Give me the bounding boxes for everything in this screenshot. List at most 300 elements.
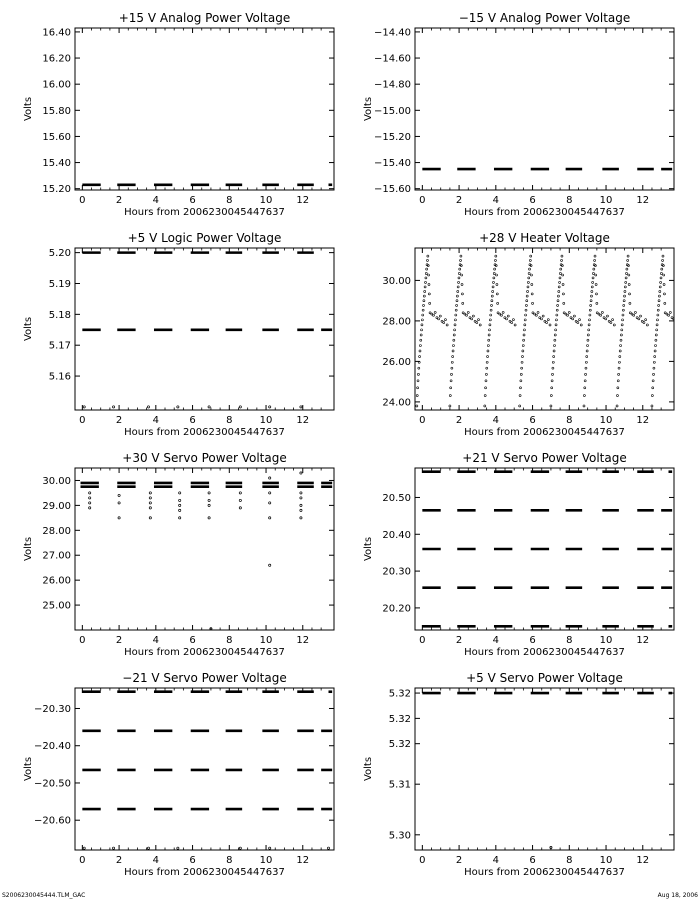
data-point <box>592 272 594 274</box>
data-point <box>526 295 528 297</box>
x-axis-label: Hours from 2006230045447637 <box>464 867 625 878</box>
y-tick-label: −20.30 <box>33 703 71 715</box>
data-point <box>239 406 241 408</box>
data-point <box>621 329 623 331</box>
data-point <box>179 492 181 494</box>
data-point <box>450 373 452 375</box>
data-point <box>478 319 480 321</box>
data-point <box>624 295 626 297</box>
data-point <box>446 324 448 326</box>
data-point <box>593 268 595 270</box>
data-point <box>427 265 429 267</box>
y-tick-label: −15.00 <box>373 105 411 117</box>
data-point <box>625 281 627 283</box>
y-tick-label: 16.20 <box>42 53 71 65</box>
x-tick-label: 10 <box>259 195 273 206</box>
data-point <box>546 322 548 324</box>
data-point <box>577 322 579 324</box>
data-point <box>657 309 659 311</box>
data-point <box>531 283 533 285</box>
data-point <box>486 361 488 363</box>
x-tick-label: 12 <box>636 195 650 206</box>
data-point <box>586 356 588 358</box>
data-point <box>530 255 532 257</box>
data-point <box>681 324 683 326</box>
y-tick-label: 15.20 <box>42 184 71 196</box>
y-tick-label: 5.20 <box>48 248 71 260</box>
data-point <box>118 494 120 496</box>
chart-panel-1 <box>23 11 334 218</box>
data-point <box>621 324 623 326</box>
data-point <box>659 290 661 292</box>
data-point <box>653 367 655 369</box>
data-point <box>616 405 618 407</box>
data-point <box>550 405 552 407</box>
data-point <box>623 300 625 302</box>
data-point <box>658 304 660 306</box>
data-point <box>618 361 620 363</box>
data-point <box>522 345 524 347</box>
data-point <box>622 319 624 321</box>
x-tick-label: 0 <box>419 415 426 426</box>
data-point <box>560 268 562 270</box>
data-point <box>149 497 151 499</box>
data-point <box>559 281 561 283</box>
data-point <box>494 268 496 270</box>
data-point <box>628 274 630 276</box>
data-point <box>511 322 513 324</box>
data-point <box>434 311 436 313</box>
data-point <box>460 259 462 261</box>
y-tick-label: 5.17 <box>48 340 71 352</box>
data-point <box>557 300 559 302</box>
data-point <box>525 314 527 316</box>
x-axis-label: Hours from 2006230045447637 <box>464 427 625 438</box>
data-point <box>300 509 302 511</box>
data-point <box>524 319 526 321</box>
data-point <box>208 406 210 408</box>
data-point <box>83 406 85 408</box>
data-point <box>586 350 588 352</box>
data-point <box>239 492 241 494</box>
data-point <box>562 293 564 295</box>
data-point <box>658 295 660 297</box>
data-point <box>568 311 570 313</box>
data-point <box>147 847 149 849</box>
y-axis-label: Volts <box>23 316 34 342</box>
x-tick-label: 10 <box>259 415 273 426</box>
data-point <box>208 499 210 501</box>
x-tick-label: 12 <box>296 195 310 206</box>
data-point <box>530 274 532 276</box>
data-point <box>529 259 531 261</box>
data-point <box>594 265 596 267</box>
data-point <box>555 319 557 321</box>
data-point <box>443 322 445 324</box>
data-point <box>553 350 555 352</box>
data-point <box>585 373 587 375</box>
data-point <box>418 367 420 369</box>
data-point <box>428 293 430 295</box>
data-point <box>592 277 594 279</box>
data-point <box>488 339 490 341</box>
data-point <box>496 274 498 276</box>
data-point <box>524 324 526 326</box>
data-point <box>526 300 528 302</box>
data-point <box>610 322 612 324</box>
x-tick-label: 12 <box>296 855 310 866</box>
data-point <box>527 286 529 288</box>
data-point <box>444 319 446 321</box>
data-point <box>489 319 491 321</box>
plot-frame <box>415 688 674 850</box>
data-point <box>467 311 469 313</box>
data-point <box>555 329 557 331</box>
data-point <box>456 304 458 306</box>
data-point <box>458 272 460 274</box>
data-point <box>663 293 665 295</box>
y-tick-label: 20.50 <box>382 492 411 504</box>
data-point <box>596 302 598 304</box>
data-point <box>620 345 622 347</box>
data-point <box>269 477 271 479</box>
data-point <box>487 350 489 352</box>
data-point <box>492 286 494 288</box>
data-point <box>452 350 454 352</box>
data-point <box>83 847 85 849</box>
data-point <box>678 322 680 324</box>
x-tick-label: 0 <box>79 855 86 866</box>
data-point <box>660 281 662 283</box>
data-point <box>613 324 615 326</box>
data-point <box>417 380 419 382</box>
data-point <box>479 324 481 326</box>
data-point <box>561 259 563 261</box>
data-point <box>674 315 676 317</box>
data-point <box>494 259 496 261</box>
data-point <box>496 293 498 295</box>
data-point <box>460 255 462 257</box>
data-layer <box>422 693 672 849</box>
data-point <box>595 283 597 285</box>
chart-panel-6 <box>363 451 674 658</box>
data-point <box>450 387 452 389</box>
data-point <box>655 339 657 341</box>
data-point <box>521 367 523 369</box>
data-point <box>658 300 660 302</box>
data-point <box>424 281 426 283</box>
y-tick-label: −15.20 <box>373 131 411 143</box>
data-point <box>663 274 665 276</box>
data-point <box>471 318 473 320</box>
data-point <box>550 846 552 848</box>
x-tick-label: 6 <box>529 195 536 206</box>
data-point <box>626 268 628 270</box>
data-point <box>118 502 120 504</box>
data-point <box>537 311 539 313</box>
chart-title: +5 V Logic Power Voltage <box>127 231 282 245</box>
y-tick-label: 5.30 <box>388 830 411 842</box>
data-point <box>269 847 271 849</box>
x-axis-label: Hours from 2006230045447637 <box>124 867 285 878</box>
data-point <box>572 318 574 320</box>
x-tick-label: 8 <box>566 415 573 426</box>
data-point <box>300 406 302 408</box>
data-point <box>519 395 521 397</box>
data-point <box>485 387 487 389</box>
y-tick-label: 24.00 <box>382 397 411 409</box>
data-point <box>449 395 451 397</box>
data-point <box>453 334 455 336</box>
data-point <box>421 319 423 321</box>
data-point <box>550 395 552 397</box>
data-point <box>662 255 664 257</box>
data-point <box>527 290 529 292</box>
data-point <box>553 356 555 358</box>
data-point <box>629 293 631 295</box>
data-point <box>269 406 271 408</box>
data-point <box>588 324 590 326</box>
data-point <box>451 367 453 369</box>
data-point <box>490 309 492 311</box>
data-point <box>453 339 455 341</box>
data-point <box>488 334 490 336</box>
data-point <box>532 302 534 304</box>
data-point <box>552 373 554 375</box>
data-point <box>269 502 271 504</box>
data-point <box>519 405 521 407</box>
y-axis-label: Volts <box>363 96 374 122</box>
data-point <box>460 265 462 267</box>
data-point <box>619 350 621 352</box>
data-point <box>668 314 670 316</box>
data-point <box>601 311 603 313</box>
data-point <box>179 517 181 519</box>
data-point <box>656 324 658 326</box>
data-point <box>112 847 114 849</box>
x-tick-label: 2 <box>115 855 123 866</box>
x-tick-label: 6 <box>529 415 536 426</box>
x-tick-label: 4 <box>492 415 500 426</box>
data-point <box>149 502 151 504</box>
chart-title: +30 V Servo Power Voltage <box>122 451 287 465</box>
data-point <box>661 268 663 270</box>
data-point <box>587 345 589 347</box>
data-point <box>485 373 487 375</box>
chart-title: +15 V Analog Power Voltage <box>118 11 291 25</box>
data-point <box>423 300 425 302</box>
chart-panel-7 <box>23 671 334 878</box>
data-point <box>89 507 91 509</box>
data-point <box>269 492 271 494</box>
x-tick-label: 10 <box>599 855 613 866</box>
data-point <box>147 406 149 408</box>
data-point <box>429 302 431 304</box>
y-tick-label: 29.00 <box>42 500 71 512</box>
data-point <box>149 507 151 509</box>
y-tick-label: 26.00 <box>382 356 411 368</box>
data-point <box>428 274 430 276</box>
data-point <box>627 259 629 261</box>
x-axis-label: Hours from 2006230045447637 <box>464 207 625 218</box>
data-point <box>618 367 620 369</box>
data-point <box>562 274 564 276</box>
data-point <box>459 268 461 270</box>
chart-panel-2 <box>363 11 674 218</box>
data-point <box>652 380 654 382</box>
data-point <box>497 302 499 304</box>
x-tick-label: 4 <box>492 635 500 646</box>
plot-frame <box>75 468 334 630</box>
x-axis-label: Hours from 2006230045447637 <box>124 207 285 218</box>
data-point <box>462 302 464 304</box>
data-point <box>425 272 427 274</box>
data-point <box>489 324 491 326</box>
y-tick-label: −14.80 <box>373 79 411 91</box>
data-point <box>208 504 210 506</box>
x-tick-label: 2 <box>455 415 463 426</box>
data-point <box>489 329 491 331</box>
data-point <box>585 361 587 363</box>
data-point <box>491 300 493 302</box>
data-point <box>531 293 533 295</box>
data-point <box>449 405 451 407</box>
data-point <box>452 345 454 347</box>
data-point <box>616 395 618 397</box>
y-tick-label: −20.60 <box>33 815 71 827</box>
x-tick-label: 6 <box>529 635 536 646</box>
data-point <box>567 314 569 316</box>
data-point <box>420 339 422 341</box>
data-point <box>573 315 575 317</box>
y-tick-label: 30.00 <box>382 275 411 287</box>
data-point <box>438 318 440 320</box>
data-point <box>416 405 418 407</box>
y-tick-label: 5.16 <box>48 371 71 383</box>
data-point <box>451 361 453 363</box>
y-tick-label: 20.20 <box>382 603 411 615</box>
data-point <box>461 283 463 285</box>
x-tick-label: 8 <box>226 635 233 646</box>
x-tick-label: 10 <box>599 635 613 646</box>
y-tick-label: 28.00 <box>382 316 411 328</box>
data-point <box>89 492 91 494</box>
x-tick-label: 4 <box>152 635 160 646</box>
chart-title: +21 V Servo Power Voltage <box>462 451 627 465</box>
data-point <box>579 319 581 321</box>
data-point <box>491 295 493 297</box>
data-point <box>629 302 631 304</box>
data-point <box>416 395 418 397</box>
data-point <box>627 265 629 267</box>
data-point <box>622 314 624 316</box>
data-point <box>179 504 181 506</box>
data-point <box>432 314 434 316</box>
y-tick-label: 25.00 <box>42 600 71 612</box>
data-point <box>208 492 210 494</box>
data-point <box>656 319 658 321</box>
data-point <box>638 318 640 320</box>
data-point <box>563 302 565 304</box>
data-point <box>676 320 678 322</box>
data-point <box>558 286 560 288</box>
data-point <box>547 319 549 321</box>
data-point <box>655 334 657 336</box>
x-axis-label: Hours from 2006230045447637 <box>124 427 285 438</box>
x-tick-label: 0 <box>79 415 86 426</box>
data-point <box>493 272 495 274</box>
footer-filename: S2006230045444.TLM_GAC <box>2 892 86 899</box>
data-point <box>300 504 302 506</box>
x-tick-label: 10 <box>599 415 613 426</box>
data-point <box>584 387 586 389</box>
y-tick-label: 20.30 <box>382 566 411 578</box>
data-point <box>419 350 421 352</box>
data-point <box>419 356 421 358</box>
x-tick-label: 8 <box>566 195 573 206</box>
data-point <box>424 286 426 288</box>
data-point <box>655 345 657 347</box>
data-point <box>112 406 114 408</box>
data-point <box>490 314 492 316</box>
data-point <box>421 329 423 331</box>
x-tick-label: 10 <box>599 195 613 206</box>
data-point <box>506 318 508 320</box>
x-tick-label: 0 <box>419 195 426 206</box>
data-point <box>426 259 428 261</box>
data-point <box>418 361 420 363</box>
data-point <box>426 268 428 270</box>
data-point <box>625 277 627 279</box>
y-tick-label: −15.60 <box>373 184 411 196</box>
data-point <box>535 314 537 316</box>
data-point <box>461 293 463 295</box>
data-point <box>179 509 181 511</box>
y-tick-label: 5.19 <box>48 278 71 290</box>
x-tick-label: 8 <box>566 635 573 646</box>
data-point <box>605 318 607 320</box>
x-tick-label: 2 <box>455 855 463 866</box>
x-tick-label: 2 <box>115 635 123 646</box>
data-point <box>149 492 151 494</box>
data-point <box>456 295 458 297</box>
data-point <box>458 277 460 279</box>
data-point <box>624 290 626 292</box>
chart-panel-8 <box>363 671 674 878</box>
data-point <box>520 373 522 375</box>
data-point <box>633 314 635 316</box>
data-point <box>659 286 661 288</box>
data-point <box>495 255 497 257</box>
y-tick-label: −14.60 <box>373 53 411 65</box>
data-point <box>523 334 525 336</box>
y-tick-label: −14.40 <box>373 27 411 39</box>
x-tick-label: 12 <box>296 415 310 426</box>
data-point <box>562 283 564 285</box>
x-tick-label: 8 <box>226 415 233 426</box>
data-point <box>495 265 497 267</box>
data-point <box>627 255 629 257</box>
data-point <box>600 314 602 316</box>
data-point <box>269 517 271 519</box>
data-point <box>540 318 542 320</box>
data-point <box>557 295 559 297</box>
x-tick-label: 8 <box>226 195 233 206</box>
x-tick-label: 0 <box>419 855 426 866</box>
y-tick-label: −20.40 <box>33 741 71 753</box>
data-point <box>652 387 654 389</box>
chart-panel-3 <box>23 231 334 438</box>
